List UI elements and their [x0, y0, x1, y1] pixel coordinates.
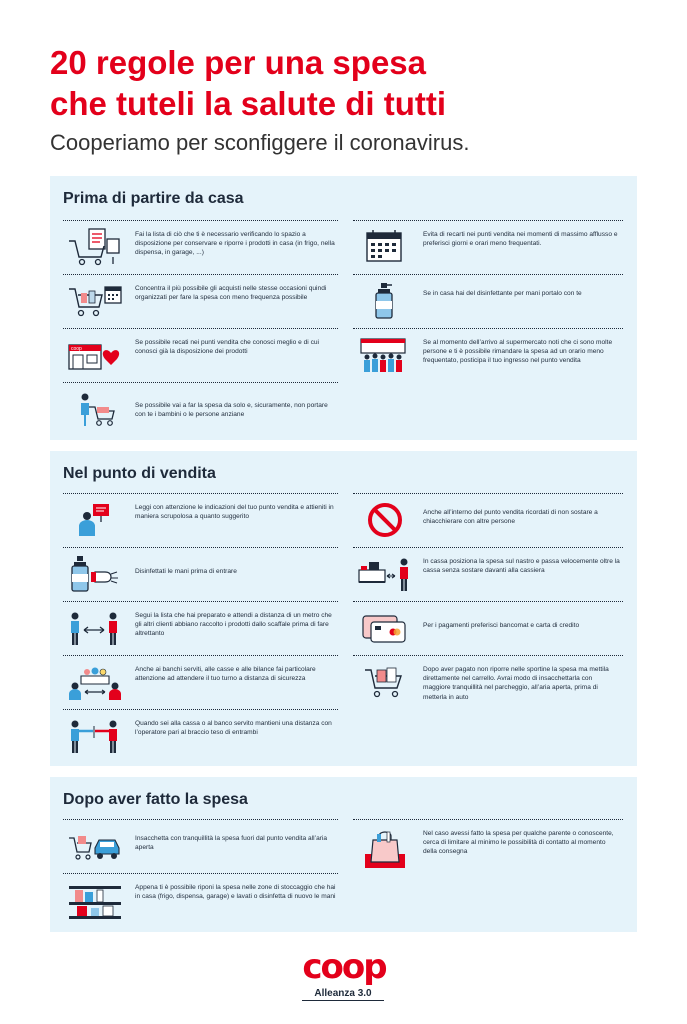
rule-text: Disinfettati le mani prima di entrare	[135, 568, 237, 575]
rule-item	[63, 382, 338, 435]
page-title	[50, 42, 650, 124]
brand-tagline: Alleanza 3.0	[302, 988, 384, 1001]
rule-text: Se al momento dell’arrivo al supermercato noti che ci sono molte persone e ti è possibile rimandare la spesa ad un orario meno frequentato, posticipa il tuo ingresso nel punto vendita	[423, 339, 613, 365]
shelf-storage-icon	[67, 880, 123, 920]
page-subtitle: Cooperiamo per sconfiggere il coronavirus.	[50, 130, 470, 155]
section-in-store	[50, 451, 637, 766]
section-title: Nel punto di vendita	[63, 465, 216, 482]
rule-item	[353, 220, 623, 273]
rule-item	[63, 328, 338, 381]
title-line-2: che tuteli la salute di tutti	[50, 85, 447, 122]
section-title: Prima di partire da casa	[63, 190, 244, 207]
coop-logo-wordmark: coop	[302, 948, 386, 987]
rule-text: Se possibile vai a far la spesa da solo e, sicuramente, non portare con te i bambini o le persone anziane	[135, 402, 328, 419]
section-after-shopping	[50, 777, 637, 932]
rule-item	[63, 601, 338, 652]
rule-text: Appena ti è possibile riponi la spesa nelle zone di stoccaggio che hai in casa (frigo, dispensa, garage) e lavati o disinfetta di nuovo le mani	[135, 884, 336, 901]
person-sign-icon	[67, 500, 123, 540]
rule-item	[353, 493, 623, 544]
rule-item	[63, 709, 338, 760]
rule-text: Segui la lista che hai preparato e attendi a distanza di un metro che gli altri clienti abbiano raccolto i prodotti dallo scaffale prima di fare altrettanto	[135, 612, 332, 638]
rule-item	[353, 274, 623, 327]
rule-item	[63, 220, 338, 273]
rule-text: Dopo aver pagato non riporre nelle sportine la spesa ma mettila direttamente nel carrello. Avrai modo di insacchettarla con maggiore tranquillità nel parcheggio, all’aria aperta, prima di metterla in auto	[423, 666, 609, 701]
rule-item	[353, 819, 623, 880]
people-distance-icon	[67, 608, 123, 648]
calendar-icon	[357, 227, 413, 267]
shopping-list-icon	[67, 227, 123, 267]
counter-distance-icon	[67, 662, 123, 702]
sanitizer-icon	[357, 281, 413, 321]
coop-logo-mark	[294, 948, 394, 992]
sanitizer-hands-icon	[67, 554, 123, 594]
rule-text: Insacchetta con tranquillità la spesa fuori dal punto vendita all’aria aperta	[135, 835, 328, 852]
rule-item	[63, 547, 338, 598]
rule-item	[63, 274, 338, 327]
delivery-bag-icon	[357, 826, 413, 874]
rule-text: Anche ai banchi serviti, alle casse e alle bilance fai particolare attenzione ad attendere il tuo turno a distanza di sicurezza	[135, 666, 316, 683]
rule-text: Se in casa hai del disinfettante per mani portalo con te	[423, 290, 582, 297]
title-line-1: 20 regole per una spesa	[50, 44, 427, 81]
no-entry-icon	[357, 500, 413, 540]
rule-text: Quando sei alla cassa o al banco servito mantieni una distanza con l’operatore pari al braccio teso di entrambi	[135, 720, 332, 737]
rule-item	[353, 328, 623, 381]
rule-text: Fai la lista di ciò che ti è necessario verificando lo spazio a disposizione per conservare e riporre i prodotti in casa (in frigo, nella dispensa, in garage, ...)	[135, 231, 335, 257]
rule-text: In cassa posiziona la spesa sul nastro e passa velocemente oltre la cassa senza sostare davanti alla cassiera	[423, 558, 620, 575]
rule-text: Leggi con attenzione le indicazioni del tuo punto vendita e attieniti in maniera scrupolosa a quanto suggerito	[135, 504, 334, 521]
person-cart-icon	[67, 389, 123, 429]
cart-car-icon	[67, 826, 123, 866]
rule-text: Concentra il più possibile gli acquisti nelle stesse occasioni quindi organizzati per fare la spesa con meno frequenza possibile	[135, 285, 327, 302]
rule-text: Evita di recarti nei punti vendita nei momenti di massimo afflusso e preferisci giorni e orari meno frequentati.	[423, 231, 618, 248]
rule-item	[63, 493, 338, 544]
cart-bags-icon	[357, 662, 413, 702]
section-before-leaving	[50, 176, 637, 440]
rule-item	[353, 655, 623, 706]
rule-item	[353, 601, 623, 652]
rule-item	[63, 819, 338, 870]
svg-text:coop: coop	[71, 346, 82, 352]
crowd-store-icon	[357, 335, 413, 375]
cashier-distance-icon	[357, 554, 413, 594]
rule-text: Anche all’interno del punto vendita ricordati di non sostare a chiacchierare con altre persone	[423, 509, 598, 526]
rule-item	[353, 547, 623, 598]
arm-distance-icon	[67, 716, 123, 756]
store-heart-icon	[67, 335, 123, 375]
rule-text: Per i pagamenti preferisci bancomat e carta di credito	[423, 622, 580, 629]
payment-card-icon	[357, 608, 413, 648]
section-title: Dopo aver fatto la spesa	[63, 791, 248, 808]
cart-calendar-icon	[67, 281, 123, 321]
rule-item	[63, 655, 338, 706]
rule-text: Nel caso avessi fatto la spesa per qualche parente o conoscente, cerca di limitare al minimo le possibilità di contatto al momento della consegna	[423, 830, 614, 856]
rule-text: Se possibile recati nei punti vendita che conosci meglio e di cui conosci già la disposizione dei prodotti	[135, 339, 319, 356]
rule-item	[63, 873, 338, 926]
